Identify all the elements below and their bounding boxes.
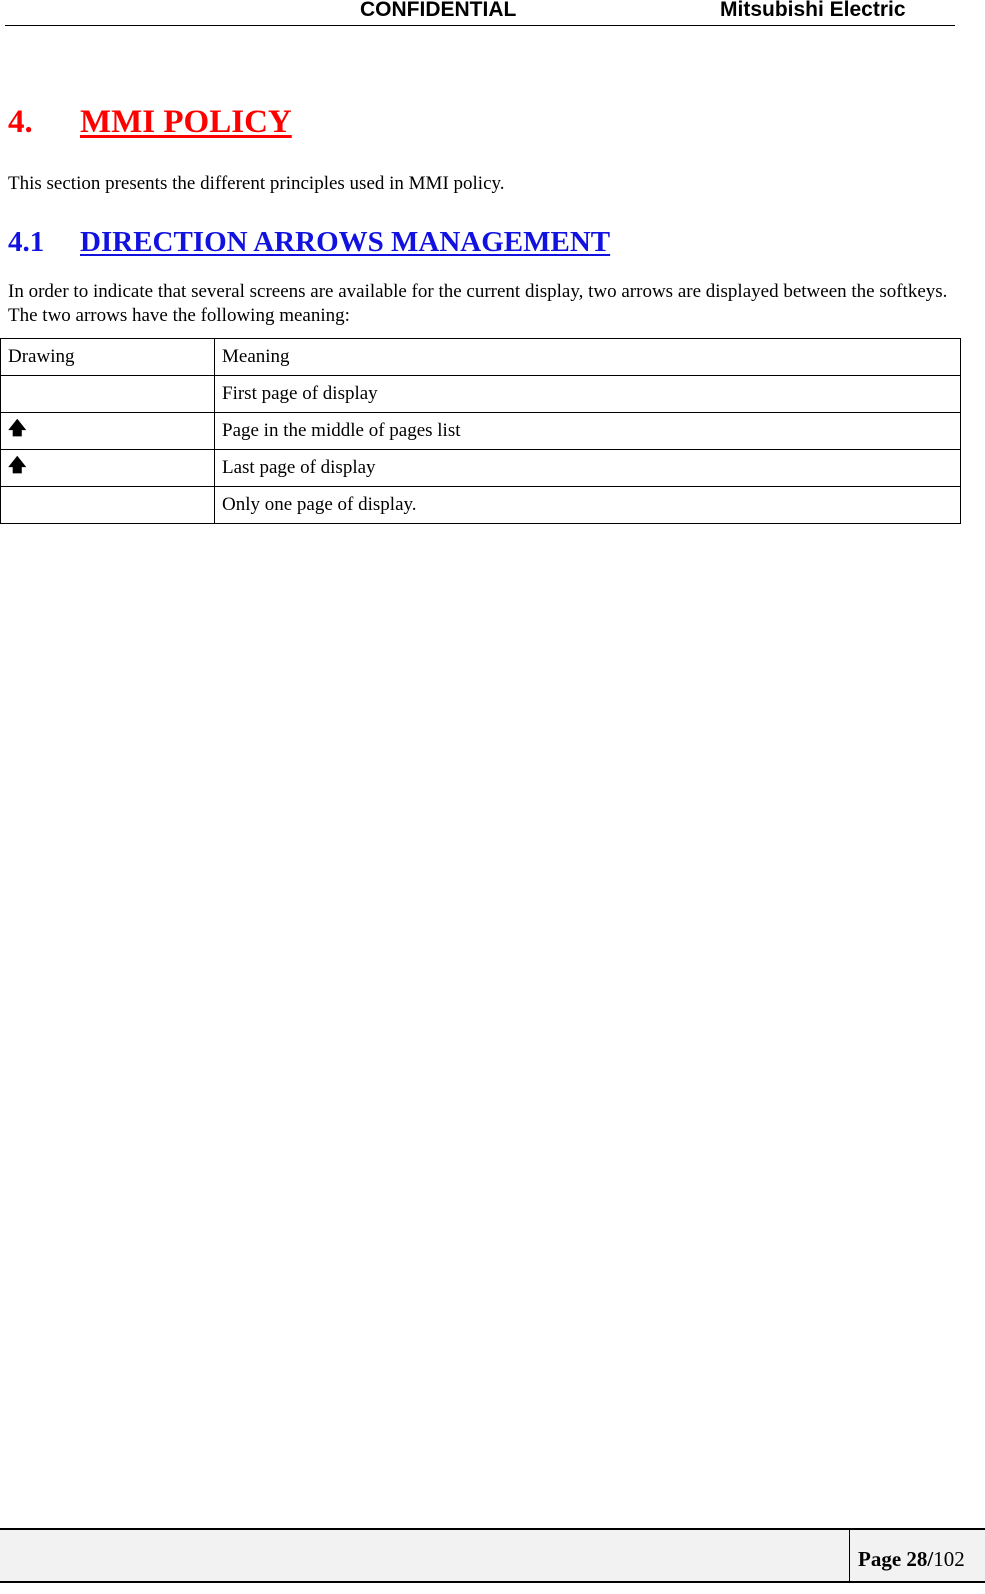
section-number: 4. <box>8 104 33 140</box>
section-title: MMI POLICY <box>80 104 292 140</box>
drawing-cell <box>1 487 215 524</box>
confidential-label: CONFIDENTIAL <box>360 0 517 21</box>
direction-arrows-table <box>0 338 961 524</box>
page-number <box>858 1547 965 1572</box>
section-intro: This section presents the different principles used in MMI policy. <box>8 173 505 194</box>
page-total: 102 <box>933 1547 965 1571</box>
drawing-cell <box>1 450 215 487</box>
table-row <box>1 413 961 450</box>
meaning-cell: Only one page of display. <box>215 487 961 524</box>
up-arrow-icon: 🡅 <box>8 418 27 439</box>
subsection-title: DIRECTION ARROWS MANAGEMENT <box>80 226 611 258</box>
up-arrow-icon: 🡅 <box>8 455 27 476</box>
table-header-row <box>1 339 961 376</box>
table-header-meaning: Meaning <box>215 339 961 376</box>
table-row <box>1 487 961 524</box>
drawing-cell <box>1 413 215 450</box>
meaning-cell: Page in the middle of pages list <box>215 413 961 450</box>
drawing-cell <box>1 376 215 413</box>
page-label: Page 28/ <box>858 1547 934 1571</box>
page-header <box>5 0 955 26</box>
section-heading <box>8 104 292 141</box>
company-name: Mitsubishi Electric <box>720 0 906 21</box>
footer-divider <box>849 1530 850 1581</box>
table-header-drawing: Drawing <box>1 339 215 376</box>
meaning-cell: Last page of display <box>215 450 961 487</box>
meaning-cell: First page of display <box>215 376 961 413</box>
subsection-heading <box>8 226 610 259</box>
table-row <box>1 376 961 413</box>
page-footer <box>0 1528 985 1583</box>
subsection-number: 4.1 <box>8 226 45 258</box>
subsection-paragraph: In order to indicate that several screens are available for the current display, two arrows are displayed between the softkeys. The two arrows have the following meaning: <box>8 281 948 326</box>
table-row <box>1 450 961 487</box>
